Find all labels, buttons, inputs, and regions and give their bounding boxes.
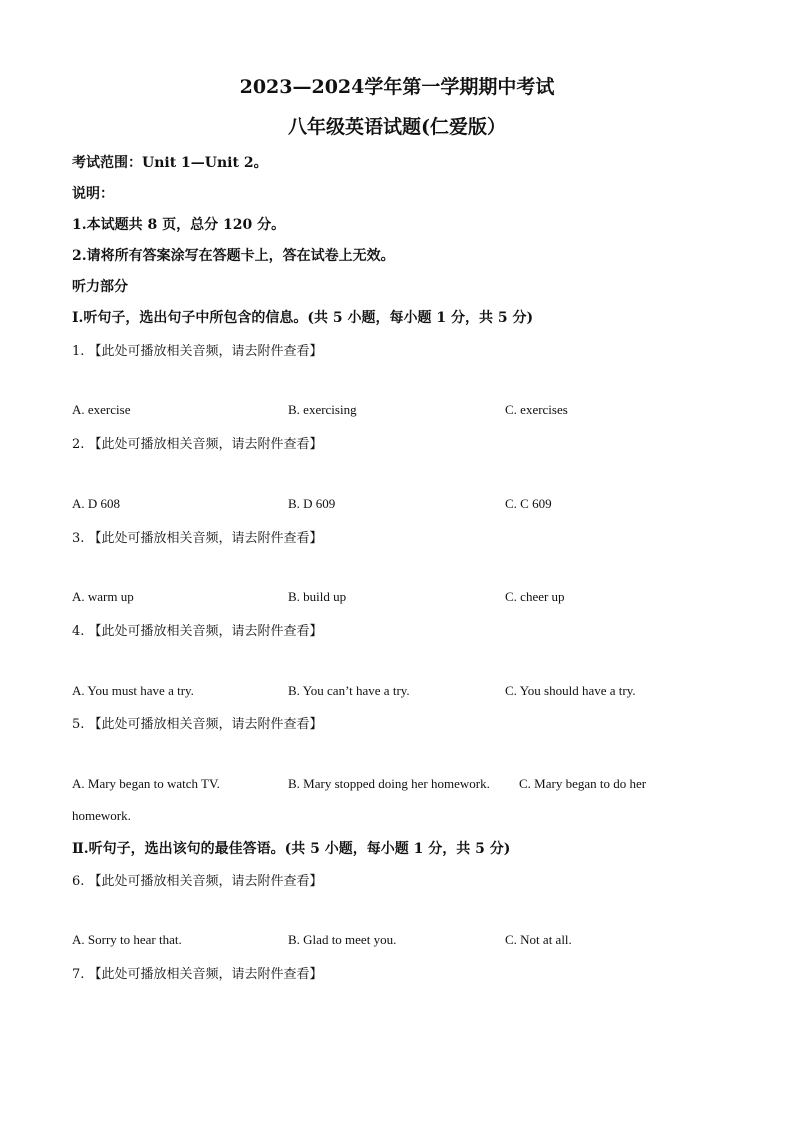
- note-answers: 2.请将所有答案涂写在答题卡上，答在试卷上无效。: [72, 248, 395, 264]
- question-5-stem: 5. 【此处可播放相关音频，请去附件查看】: [72, 717, 323, 732]
- exam-scope: 考试范围：Unit 1—Unit 2。: [72, 155, 268, 171]
- question-3-stem: 3. 【此处可播放相关音频，请去附件查看】: [72, 531, 323, 546]
- question-6-option-a: A. Sorry to hear that.: [72, 932, 182, 947]
- question-4-stem: 4. 【此处可播放相关音频，请去附件查看】: [72, 624, 323, 639]
- question-1-option-b: B. exercising: [288, 402, 357, 417]
- question-6-option-b: B. Glad to meet you.: [288, 932, 397, 947]
- question-4-option-b: B. You can’t have a try.: [288, 683, 410, 698]
- exam-subtitle: 八年级英语试题(仁爱版）: [288, 116, 506, 138]
- question-3-option-a: A. warm up: [72, 589, 134, 604]
- question-1-option-a: A. exercise: [72, 402, 131, 417]
- question-4-option-c: C. You should have a try.: [505, 683, 636, 698]
- question-7-stem: 7. 【此处可播放相关音频，请去附件查看】: [72, 967, 323, 982]
- listening-section-title: 听力部分: [72, 279, 128, 295]
- question-1-stem: 1. 【此处可播放相关音频，请去附件查看】: [72, 344, 323, 359]
- question-2-option-b: B. D 609: [288, 496, 336, 511]
- exam-title: 2023—2024学年第一学期期中考试: [239, 76, 555, 98]
- question-5-option-a: A. Mary began to watch TV.: [72, 776, 220, 791]
- question-5-option-c: C. Mary began to do her: [519, 776, 647, 791]
- question-5-option-b: B. Mary stopped doing her homework.: [288, 776, 490, 791]
- question-2-option-c: C. C 609: [505, 496, 552, 511]
- question-4-option-a: A. You must have a try.: [72, 683, 194, 698]
- question-5-option-c-continuation: homework.: [72, 808, 131, 823]
- question-6-stem: 6. 【此处可播放相关音频，请去附件查看】: [72, 874, 323, 889]
- question-6-option-c: C. Not at all.: [505, 932, 572, 947]
- note-pages: 1.本试题共 8 页，总分 120 分。: [72, 217, 286, 233]
- question-2-option-a: A. D 608: [72, 496, 121, 511]
- part1-title: Ⅰ.听句子，选出句子中所包含的信息。(共 5 小题，每小题 1 分，共 5 分): [72, 310, 534, 326]
- notes-label: 说明：: [72, 186, 114, 202]
- question-2-stem: 2. 【此处可播放相关音频，请去附件查看】: [72, 437, 323, 452]
- question-1-option-c: C. exercises: [505, 402, 568, 417]
- question-3-option-b: B. build up: [288, 589, 347, 604]
- part2-title: Ⅱ.听句子，选出该句的最佳答语。(共 5 小题，每小题 1 分，共 5 分): [72, 841, 511, 857]
- question-3-option-c: C. cheer up: [505, 589, 565, 604]
